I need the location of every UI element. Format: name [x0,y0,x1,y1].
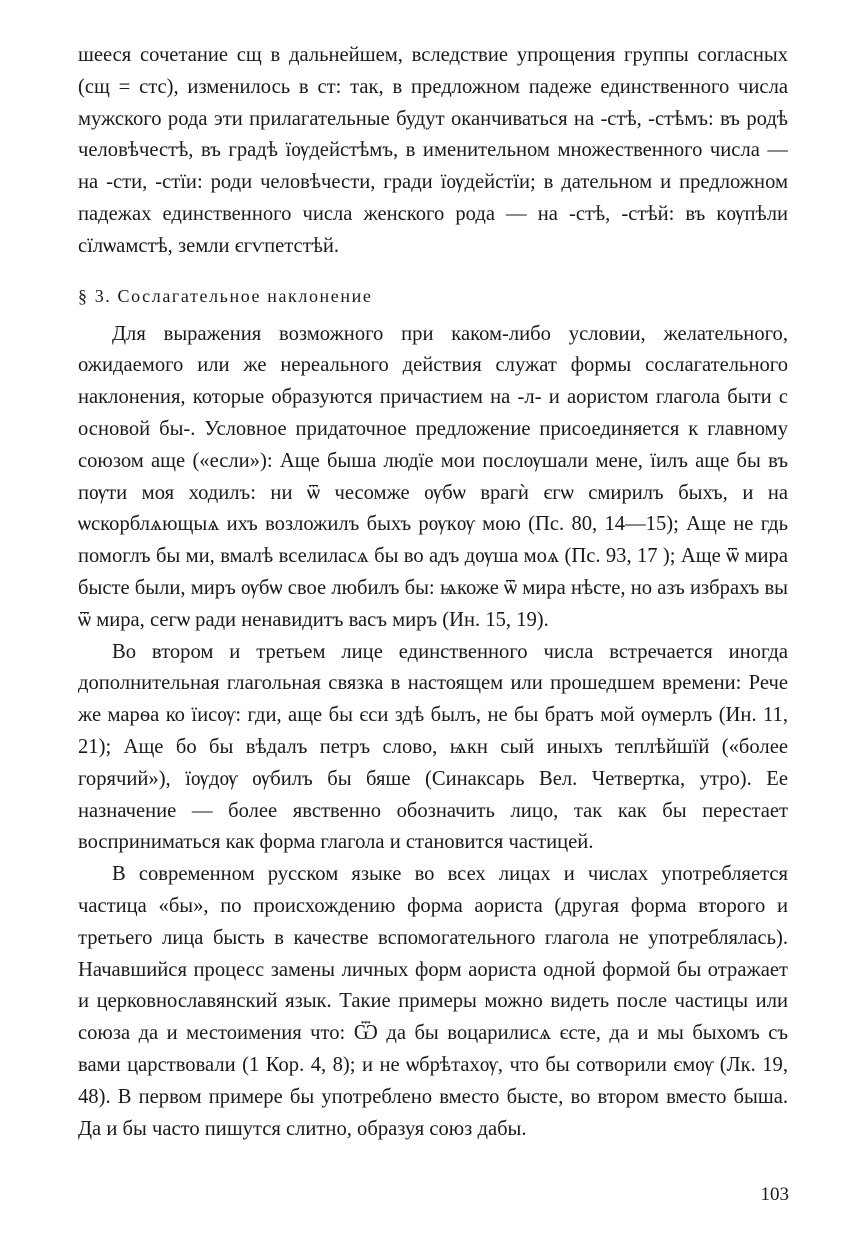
paragraph-subjunctive-intro: Для выражения возможного при каком-либо условии, желательного, ожидаемого или же нереального действия служат формы сослагательного наклонения, которые образуются причастием на -л- и аористом глагола быти с основой бы-. Условное придаточное предложение присоединяется к главному союзом аще («если»): Аще быша людїе мои послѹшали мене, їилъ аще бы въ пѹти моя ходилъ: ни ѿ чесомже ѹбѡ врагѝ єгѡ смирилъ быхъ, и на ѡскорблѧющыѧ ихъ возложилъ быхъ рѹкѹ мою (Пс. 80, 14—15); Аще не гдь помоглъ бы ми, вмалѣ вселиласѧ бы во адъ дѹша моѧ (Пс. 93, 17 ); Аще ѿ мира бысте были, миръ ѹбѡ свое любилъ бы: ѩкоже ѿ мира нѣсте, но азъ избрахъ вы ѿ мира, сегѡ ради ненавидитъ васъ миръ (Ин. 15, 19). [78,322,788,631]
body-text [78,40,788,1145]
paragraph-continuation: шееся сочетание сщ в дальнейшем, вследствие упрощения группы согласных (сщ = стс), изменилось в ст: так, в предложном падеже единственного числа мужского рода эти прилагательные будут оканчиваться на -стѣ, -стѣмъ: въ родѣ человѣчестѣ, въ градѣ їѹдейстѣмъ, в именительном множественного числа — на -сти, -стїи: роди человѣчести, гради їѹдейстїи; в дательном и предложном падежах единственного числа женского рода — на -стѣ, -стѣй: въ кѹпѣли сїлѡамстѣ, земли єгѵпетстѣй. [78,44,788,257]
section-heading: § 3. Сослагательное наклонение [78,285,373,306]
page-number: 103 [760,1184,789,1205]
paragraph-modern-particle: В современном русском языке во всех лицах и числах употребляется частица «бы», по происхождению форма аориста (другая форма второго и третьего лица бысть в качестве вспомогательного глагола не употреблялась). Начавшийся процесс замены личных форм аориста одной формой бы отражает и церковнославянский язык. Такие примеры можно видеть после частицы или союза да и местоимения что: Ѿ да бы воцарилисѧ єсте, да и мы быхомъ съ вами царствовали (1 Кор. 4, 8); и не ѡбрѣтахѹ, что бы сотворили ємѹ (Лк. 19, 48). В первом примере бы употреблено вместо бысте, во втором вместо быша. Да и бы часто пишутся слитно, образуя союз дабы. [78,863,788,1140]
paragraph-copula: Во втором и третьем лице единственного числа встречается иногда дополнительная глагольная связка в настоящем или прошедшем времени: Рече же марѳа ко їисѹ: гди, аще бы єси здѣ былъ, не бы братъ мой ѹмерлъ (Ин. 11, 21); Аще бо бы вѣдалъ петръ слово, ѩкн сый иныхъ теплѣйшїй («более горячий»), їѹдѹ ѹбилъ бы бяше (Синаксарь Вел. Четвертка, утро). Ее назначение — более явственно обозначить лицо, так как бы перестает восприниматься как форма глагола и становится частицей. [78,640,788,854]
